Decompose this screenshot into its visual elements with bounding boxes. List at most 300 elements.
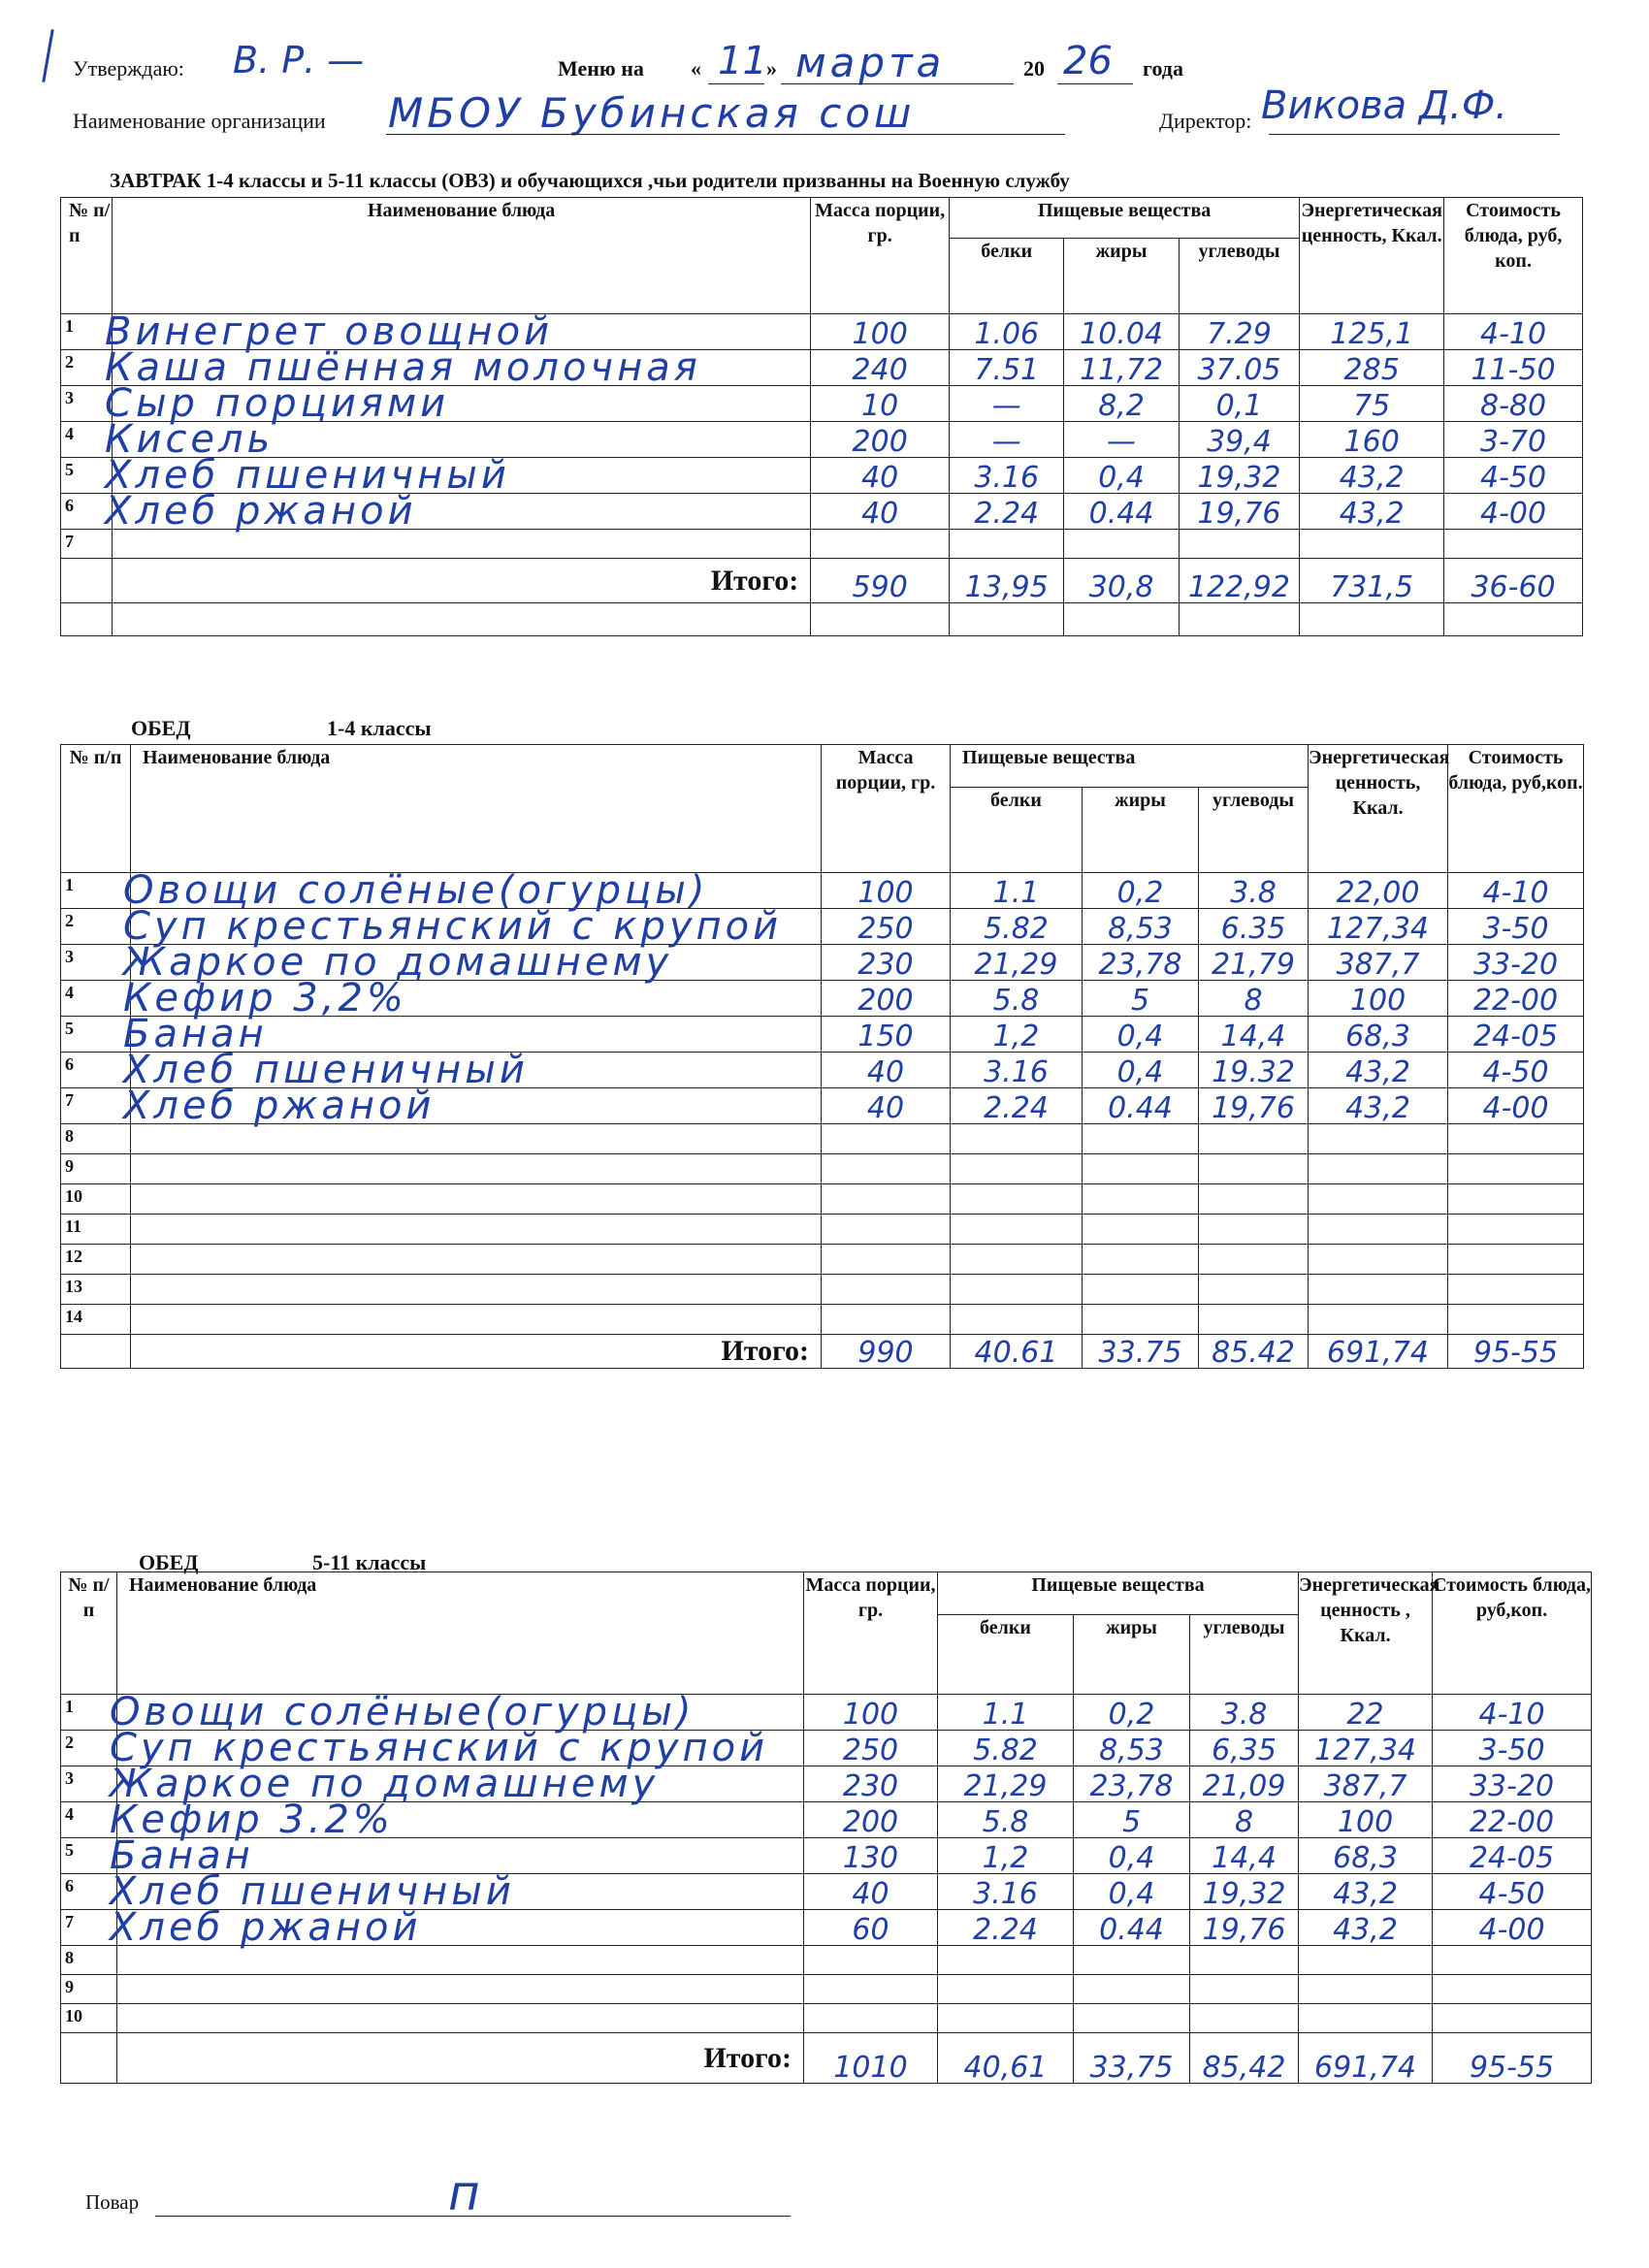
col-fat-header: жиры: [1083, 788, 1199, 873]
cost-cell: [1444, 458, 1583, 494]
protein-cell: [951, 981, 1083, 1017]
row-number: 3: [61, 1766, 117, 1802]
dish-name-cell: [123, 868, 822, 913]
mass-cell: [822, 1154, 951, 1184]
carbs-cell: [1190, 2004, 1299, 2033]
dish-name-cell: [105, 381, 811, 426]
table-row: [61, 1124, 1584, 1154]
mass-cell: [822, 1305, 951, 1335]
total-energy-value: 731,5: [1330, 570, 1414, 604]
energy-value: 160: [1343, 425, 1400, 459]
protein-value: 1.1: [982, 1698, 1029, 1732]
table-row: [61, 458, 1583, 494]
protein-cell: [938, 1874, 1074, 1910]
breakfast-title: ЗАВТРАК 1-4 классы и 5-11 классы (ОВЗ) и обучающихся ,чьи родители призванны на Военную службу: [110, 169, 1070, 192]
mass-value: 240: [852, 353, 908, 387]
energy-cell: [1309, 1088, 1448, 1124]
total-fat-value: 33.75: [1098, 1336, 1182, 1370]
year-suffix: 26: [1063, 39, 1113, 83]
fat-cell: [1074, 1838, 1190, 1874]
dish-name-cell: [117, 2004, 804, 2033]
energy-value: 22: [1346, 1698, 1384, 1732]
cost-cell: [1444, 350, 1583, 386]
cost-cell: [1444, 386, 1583, 422]
energy-value: 285: [1343, 353, 1400, 387]
table-row: [61, 1154, 1584, 1184]
fat-cell: [1074, 1766, 1190, 1802]
cost-cell: [1448, 1124, 1584, 1154]
carbs-value: 14,4: [1212, 1841, 1277, 1875]
row-number: 9: [61, 1975, 117, 2004]
table-row: [61, 909, 1584, 945]
lunch-5-11-title: ОБЕД: [139, 1550, 199, 1574]
dish-name: Винегрет овощной: [105, 309, 554, 354]
carbs-cell: [1179, 530, 1299, 559]
protein-value: 1.06: [974, 317, 1040, 351]
fat-cell: [1074, 1695, 1190, 1731]
dish-name-cell: [123, 976, 822, 1021]
total-energy-cell: [1300, 559, 1444, 603]
dish-name: Банан: [110, 1833, 254, 1878]
energy-value: 100: [1349, 984, 1406, 1018]
row-number: 2: [61, 1731, 117, 1766]
director-underline: [1269, 134, 1560, 135]
dish-name: Хлеб пшеничный: [123, 1048, 529, 1092]
dish-name-cell: [110, 1798, 804, 1842]
col-cost-header: Стоимость блюда, руб,коп.: [1433, 1572, 1592, 1695]
energy-value: 43,2: [1345, 1055, 1410, 1089]
carbs-value: 0,1: [1215, 389, 1263, 423]
mass-cell: [811, 530, 950, 559]
protein-cell: [951, 1017, 1083, 1053]
cost-value: 4-50: [1482, 1055, 1549, 1089]
carbs-value: 3.8: [1220, 1698, 1268, 1732]
year-word: года: [1143, 56, 1183, 81]
carbs-value: 14,4: [1220, 1020, 1286, 1053]
carbs-cell: [1179, 494, 1299, 530]
cost-value: 33-20: [1472, 948, 1559, 982]
dish-name-cell: [123, 904, 822, 949]
mass-cell: [804, 1838, 938, 1874]
protein-cell: [951, 1053, 1083, 1088]
total-label: Итого:: [117, 2033, 804, 2084]
energy-cell: [1309, 1053, 1448, 1088]
row-number: 8: [61, 1124, 131, 1154]
carbs-cell: [1199, 1053, 1309, 1088]
col-num-header: № п/п: [61, 745, 131, 873]
lunch-1-4-title: ОБЕД: [131, 716, 191, 740]
cost-cell: [1448, 981, 1584, 1017]
row-number: 13: [61, 1275, 131, 1305]
cost-value: 4-10: [1478, 1698, 1545, 1732]
total-cost-cell: [1433, 2033, 1592, 2084]
energy-cell: [1299, 1695, 1433, 1731]
cost-value: 3-50: [1478, 1733, 1545, 1767]
protein-cell: [950, 314, 1064, 350]
fat-cell: [1083, 873, 1199, 909]
fat-cell: [1074, 1802, 1190, 1838]
approve-label: Утверждаю:: [73, 56, 184, 81]
cost-cell: [1444, 422, 1583, 458]
left-margin-mark: [42, 29, 54, 82]
protein-value: 5.8: [982, 1805, 1029, 1839]
col-mass-header: Масса порции, гр.: [811, 198, 950, 314]
fat-cell: [1064, 422, 1179, 458]
carbs-cell: [1179, 422, 1299, 458]
row-number: 1: [61, 1695, 117, 1731]
row-number: 7: [61, 530, 113, 559]
table-row: [61, 494, 1583, 530]
mass-value: 250: [842, 1733, 899, 1767]
protein-cell: [950, 530, 1064, 559]
total-label: Итого:: [113, 559, 811, 603]
protein-value: 1,2: [982, 1841, 1029, 1875]
cost-cell: [1433, 1695, 1592, 1731]
director-value: Викова Д.Ф.: [1261, 83, 1507, 128]
mass-value: 230: [857, 948, 914, 982]
total-cost-value: 95-55: [1472, 1336, 1559, 1370]
mass-cell: [822, 1017, 951, 1053]
fat-cell: [1083, 1053, 1199, 1088]
col-nutrients-header: Пищевые вещества: [950, 198, 1300, 239]
dish-name-cell: [105, 453, 811, 498]
carbs-cell: [1199, 1017, 1309, 1053]
protein-value: —: [991, 389, 1021, 423]
energy-cell: [1309, 1275, 1448, 1305]
row-number: 1: [61, 314, 113, 350]
fat-cell: [1083, 909, 1199, 945]
total-empty-cell: [61, 559, 113, 603]
protein-value: 2.24: [973, 1913, 1038, 1947]
mass-cell: [804, 1731, 938, 1766]
cost-cell: [1448, 1245, 1584, 1275]
fat-cell: [1083, 1215, 1199, 1245]
mass-value: 150: [857, 1020, 914, 1053]
fat-cell: [1074, 1874, 1190, 1910]
col-name-header: Наименование блюда: [113, 198, 811, 314]
org-underline: [386, 134, 1065, 135]
row-number: 1: [61, 873, 131, 909]
row-number: 11: [61, 1215, 131, 1245]
fat-value: 0,4: [1098, 461, 1145, 495]
table-row: [61, 945, 1584, 981]
protein-cell: [938, 1695, 1074, 1731]
energy-value: 68,3: [1345, 1020, 1410, 1053]
row-number: 7: [61, 1910, 117, 1946]
dish-name-cell: [131, 1124, 822, 1154]
table-row: [61, 1802, 1592, 1838]
cost-cell: [1433, 1838, 1592, 1874]
empty-cell: [113, 603, 811, 636]
carbs-value: 19,32: [1197, 461, 1281, 495]
energy-value: 43,2: [1333, 1913, 1398, 1947]
carbs-value: 19.32: [1212, 1055, 1295, 1089]
protein-cell: [938, 1766, 1074, 1802]
carbs-value: 3.8: [1230, 876, 1277, 910]
table-row: [61, 422, 1583, 458]
protein-cell: [950, 386, 1064, 422]
protein-value: 2.24: [974, 497, 1040, 531]
cook-signature: п: [448, 2165, 480, 2221]
fat-value: 0,4: [1116, 1055, 1164, 1089]
total-fat-cell: [1064, 559, 1179, 603]
row-number: 9: [61, 1154, 131, 1184]
cost-cell: [1448, 1275, 1584, 1305]
protein-cell: [950, 422, 1064, 458]
col-fat-header: жиры: [1064, 239, 1179, 314]
table-row: [61, 1766, 1592, 1802]
fat-cell: [1083, 1184, 1199, 1215]
total-mass-cell: [822, 1335, 951, 1369]
fat-value: 0,2: [1108, 1698, 1155, 1732]
total-row: [61, 2033, 1592, 2084]
dish-name-cell: [110, 1833, 804, 1878]
empty-cell: [1179, 603, 1299, 636]
carbs-cell: [1190, 1766, 1299, 1802]
fat-value: 5: [1130, 984, 1150, 1018]
total-carbs-value: 85,42: [1202, 2051, 1286, 2085]
energy-cell: [1300, 350, 1444, 386]
dish-name: Кисель: [105, 417, 275, 462]
total-carbs-cell: [1179, 559, 1299, 603]
carbs-cell: [1179, 314, 1299, 350]
carbs-cell: [1199, 1305, 1309, 1335]
cost-cell: [1448, 1215, 1584, 1245]
dish-name-cell: [105, 309, 811, 354]
protein-cell: [951, 1124, 1083, 1154]
carbs-cell: [1190, 1946, 1299, 1975]
carbs-value: 37.05: [1197, 353, 1281, 387]
carbs-value: 19,76: [1202, 1913, 1286, 1947]
row-number: 14: [61, 1305, 131, 1335]
total-energy-value: 691,74: [1327, 1336, 1430, 1370]
total-empty-cell: [61, 2033, 117, 2084]
cost-value: 22-00: [1469, 1805, 1555, 1839]
protein-value: 21,29: [974, 948, 1058, 982]
protein-cell: [951, 909, 1083, 945]
dish-name: Хлеб пшеничный: [110, 1869, 515, 1914]
fat-cell: [1064, 386, 1179, 422]
carbs-value: 6,35: [1212, 1733, 1277, 1767]
energy-value: 100: [1337, 1805, 1394, 1839]
energy-value: 43,2: [1333, 1877, 1398, 1911]
dish-name-cell: [105, 345, 811, 390]
fat-value: 23,78: [1098, 948, 1182, 982]
carbs-cell: [1190, 1874, 1299, 1910]
empty-cell: [1300, 603, 1444, 636]
energy-cell: [1300, 422, 1444, 458]
table-row: [61, 386, 1583, 422]
dish-name: Хлеб ржаной: [110, 1905, 422, 1950]
dish-name-cell: [110, 1869, 804, 1914]
protein-cell: [938, 1731, 1074, 1766]
row-number: 6: [61, 1053, 131, 1088]
carbs-value: 8: [1244, 984, 1263, 1018]
energy-cell: [1299, 1910, 1433, 1946]
dish-name-cell: [123, 1012, 822, 1056]
protein-value: 7.51: [974, 353, 1040, 387]
mass-cell: [804, 2004, 938, 2033]
dish-name: Кефир 3.2%: [110, 1798, 394, 1842]
dish-name: Суп крестьянский с крупой: [123, 904, 783, 949]
close-quote: »: [766, 56, 777, 81]
fat-cell: [1064, 350, 1179, 386]
mass-value: 200: [852, 425, 908, 459]
cost-value: 3-50: [1482, 912, 1549, 946]
cost-value: 33-20: [1469, 1769, 1555, 1803]
total-row: [61, 559, 1583, 603]
col-mass-header: Масса порции, гр.: [822, 745, 951, 873]
row-number: 4: [61, 981, 131, 1017]
mass-value: 100: [857, 876, 914, 910]
mass-value: 200: [842, 1805, 899, 1839]
fat-cell: [1083, 1017, 1199, 1053]
org-value: МБОУ Бубинская сош: [388, 89, 916, 137]
col-protein-header: белки: [950, 239, 1064, 314]
dish-name-cell: [105, 489, 811, 534]
total-cost-value: 95-55: [1469, 2051, 1555, 2085]
col-energy-header: Энергетическая ценность , Ккал.: [1299, 1572, 1433, 1695]
fat-value: 5: [1121, 1805, 1142, 1839]
total-row: [61, 1335, 1584, 1369]
energy-cell: [1299, 2004, 1433, 2033]
empty-cell: [1444, 603, 1583, 636]
protein-value: 3.16: [974, 461, 1040, 495]
cost-value: 22-00: [1472, 984, 1559, 1018]
carbs-cell: [1199, 909, 1309, 945]
energy-cell: [1309, 981, 1448, 1017]
mass-cell: [804, 1946, 938, 1975]
cost-cell: [1448, 1305, 1584, 1335]
fat-cell: [1083, 1245, 1199, 1275]
table-row: [61, 981, 1584, 1017]
table-row: [61, 1838, 1592, 1874]
energy-cell: [1309, 1154, 1448, 1184]
dish-name-cell: [131, 1184, 822, 1215]
mass-cell: [804, 1695, 938, 1731]
protein-cell: [938, 2004, 1074, 2033]
carbs-cell: [1199, 1184, 1309, 1215]
dish-name: Жаркое по домашнему: [123, 940, 673, 985]
energy-cell: [1300, 314, 1444, 350]
row-number: 3: [61, 386, 113, 422]
carbs-cell: [1179, 350, 1299, 386]
protein-value: 21,29: [963, 1769, 1048, 1803]
protein-value: 1,2: [992, 1020, 1040, 1053]
energy-cell: [1299, 1838, 1433, 1874]
cost-value: 24-05: [1469, 1841, 1555, 1875]
empty-cell: [1064, 603, 1179, 636]
cost-cell: [1444, 314, 1583, 350]
table-row: [61, 1731, 1592, 1766]
energy-value: 43,2: [1339, 461, 1405, 495]
total-protein-cell: [938, 2033, 1074, 2084]
dish-name-cell: [105, 417, 811, 462]
carbs-cell: [1199, 1275, 1309, 1305]
energy-cell: [1300, 530, 1444, 559]
energy-value: 125,1: [1330, 317, 1414, 351]
protein-cell: [950, 494, 1064, 530]
protein-value: —: [991, 425, 1021, 459]
dish-name: Жаркое по домашнему: [110, 1762, 660, 1806]
mass-cell: [804, 1766, 938, 1802]
energy-cell: [1309, 1305, 1448, 1335]
mass-cell: [804, 1802, 938, 1838]
energy-value: 68,3: [1333, 1841, 1398, 1875]
total-mass-cell: [811, 559, 950, 603]
protein-cell: [951, 1154, 1083, 1184]
col-num-header: № п/ п: [61, 1572, 117, 1695]
fat-cell: [1083, 1124, 1199, 1154]
fat-cell: [1064, 530, 1179, 559]
total-mass-value: 590: [852, 570, 908, 604]
dish-name-cell: [113, 530, 811, 559]
dish-name-cell: [110, 1905, 804, 1950]
total-empty-cell: [61, 1335, 131, 1369]
mass-cell: [822, 909, 951, 945]
col-num-header: № п/п: [61, 198, 113, 314]
fat-cell: [1083, 945, 1199, 981]
menu-month: марта: [795, 39, 946, 86]
dish-name: Хлеб ржаной: [123, 1084, 436, 1128]
total-carbs-value: 85.42: [1212, 1336, 1295, 1370]
cost-value: 4-00: [1482, 1091, 1549, 1125]
mass-cell: [804, 1874, 938, 1910]
fat-cell: [1064, 458, 1179, 494]
carbs-cell: [1190, 1838, 1299, 1874]
row-number: 2: [61, 909, 131, 945]
protein-cell: [951, 1088, 1083, 1124]
mass-cell: [804, 1975, 938, 2004]
lunch-1-4-table: [60, 744, 1584, 1369]
energy-cell: [1300, 494, 1444, 530]
year-prefix: 20: [1023, 56, 1045, 81]
table-row: [61, 1215, 1584, 1245]
carbs-cell: [1179, 386, 1299, 422]
table-row: [61, 2004, 1592, 2033]
row-number: 7: [61, 1088, 131, 1124]
carbs-cell: [1190, 1910, 1299, 1946]
cost-value: 4-50: [1478, 1877, 1545, 1911]
mass-cell: [811, 386, 950, 422]
open-quote: «: [691, 56, 701, 81]
protein-value: 3.16: [984, 1055, 1049, 1089]
col-carbs-header: углеводы: [1190, 1615, 1299, 1695]
mass-cell: [822, 945, 951, 981]
col-energy-header: Энергетическая ценность, Ккал.: [1309, 745, 1448, 873]
protein-value: 5.82: [984, 912, 1049, 946]
lunch-1-4-classes: 1-4 классы: [327, 716, 432, 740]
carbs-cell: [1199, 873, 1309, 909]
carbs-cell: [1179, 458, 1299, 494]
carbs-value: 19,76: [1197, 497, 1281, 531]
cost-value: 4-10: [1482, 876, 1549, 910]
approve-signature: В. Р. —: [233, 39, 365, 81]
fat-cell: [1074, 1910, 1190, 1946]
energy-cell: [1300, 386, 1444, 422]
dish-name-cell: [123, 940, 822, 985]
mass-value: 40: [852, 1877, 889, 1911]
protein-cell: [938, 1802, 1074, 1838]
carbs-value: 6.35: [1220, 912, 1286, 946]
total-protein-value: 13,95: [964, 570, 1049, 604]
empty-row: [61, 603, 1583, 636]
protein-cell: [951, 1275, 1083, 1305]
mass-value: 60: [852, 1913, 889, 1947]
fat-value: 8,53: [1099, 1733, 1164, 1767]
fat-value: 11,72: [1080, 353, 1163, 387]
mass-value: 40: [866, 1091, 905, 1125]
